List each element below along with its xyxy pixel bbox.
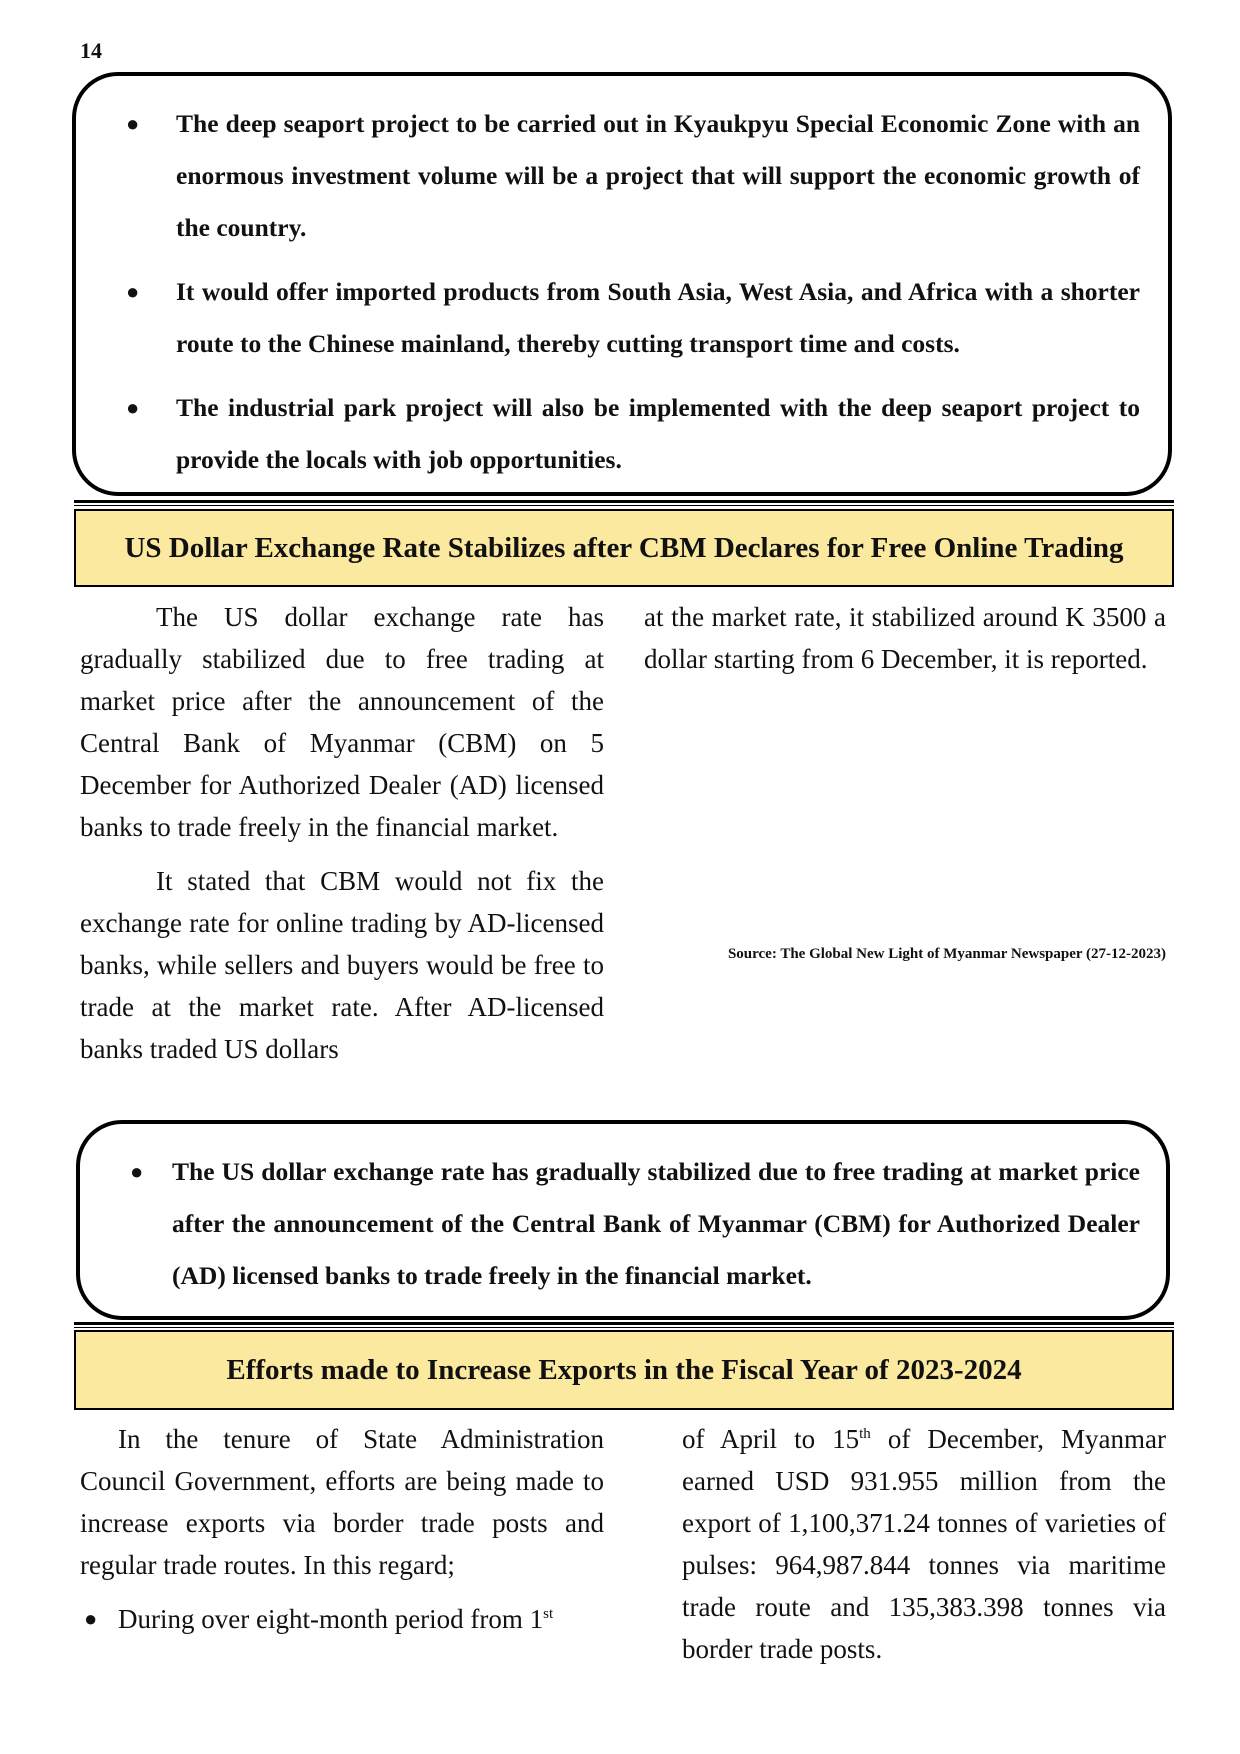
divider-rule-thin (74, 505, 1174, 506)
summary-bullet-list (116, 98, 1140, 486)
bullet-icon: ● (130, 1159, 144, 1184)
bullet-icon: ● (126, 111, 140, 136)
article1-column-left (80, 596, 604, 1082)
article1-paragraph-2: It stated that CBM would not fix the exchange rate for online trading by AD-licensed banks, while sellers and buyers would be free to trade at the market rate. After AD-licensed banks traded US dollars (80, 866, 604, 1064)
divider-rule (74, 500, 1174, 503)
bullet-icon: ● (126, 279, 140, 304)
summary-box-exchange (76, 1120, 1170, 1320)
summary-bullet-list (120, 1146, 1140, 1302)
article2-column-left (80, 1418, 604, 1640)
divider-rule (74, 1322, 1174, 1325)
summary-box-seaport (72, 72, 1172, 496)
summary-bullet: ● The industrial park project will also be implemented with the deep seaport project to provide the locals with job opportunities. (116, 382, 1140, 486)
summary-bullet: ● The US dollar exchange rate has gradually stabilized due to free trading at market price after the announcement of the Central Bank of Myanmar (CBM) for Authorized Dealer (AD) licensed banks to trade freely in the financial market. (120, 1146, 1140, 1302)
article2-intro: In the tenure of State Administration Council Government, efforts are being made to increase exports via border trade posts and regular trade routes. In this regard; (80, 1424, 604, 1580)
article2-paragraph: of April to 15th of December, Myanmar earned USD 931.955 million from the export of 1,100,371.24 tonnes of varieties of pulses: 964,987.844 tonnes via maritime trade route and 135,383.398 tonnes via border trade posts. (682, 1424, 1166, 1664)
article2-bullet-list (80, 1598, 604, 1640)
bullet-icon: ● (126, 395, 140, 420)
headline-exchange-rate: US Dollar Exchange Rate Stabilizes after CBM Declares for Free Online Trading (74, 509, 1174, 587)
article1-column-right (644, 596, 1166, 692)
summary-bullet: ● The deep seaport project to be carried out in Kyaukpyu Special Economic Zone with an enormous investment volume will be a project that will support the economic growth of the country. (116, 98, 1140, 254)
headline-exports: Efforts made to Increase Exports in the Fiscal Year of 2023-2024 (74, 1330, 1174, 1410)
article1-paragraph-1: The US dollar exchange rate has gradually stabilized due to free trading at market price after the announcement of the Central Bank of Myanmar (CBM) on 5 December for Authorized Dealer (AD) licensed banks to trade freely in the financial market. (80, 602, 604, 842)
article2-column-right (682, 1418, 1166, 1682)
article1-paragraph-3: at the market rate, it stabilized around K 3500 a dollar starting from 6 December, it is reported. (644, 602, 1166, 674)
source-citation: Source: The Global New Light of Myanmar Newspaper (27-12-2023) (727, 946, 1166, 962)
summary-bullet: ● It would offer imported products from South Asia, West Asia, and Africa with a shorter route to the Chinese mainland, thereby cutting transport time and costs. (116, 266, 1140, 370)
bullet-icon: ● (84, 1606, 98, 1631)
divider-rule-thin (74, 1327, 1174, 1328)
page-number: 14 (80, 38, 102, 63)
article2-bullet: ● During over eight-month period from 1st (80, 1598, 604, 1640)
